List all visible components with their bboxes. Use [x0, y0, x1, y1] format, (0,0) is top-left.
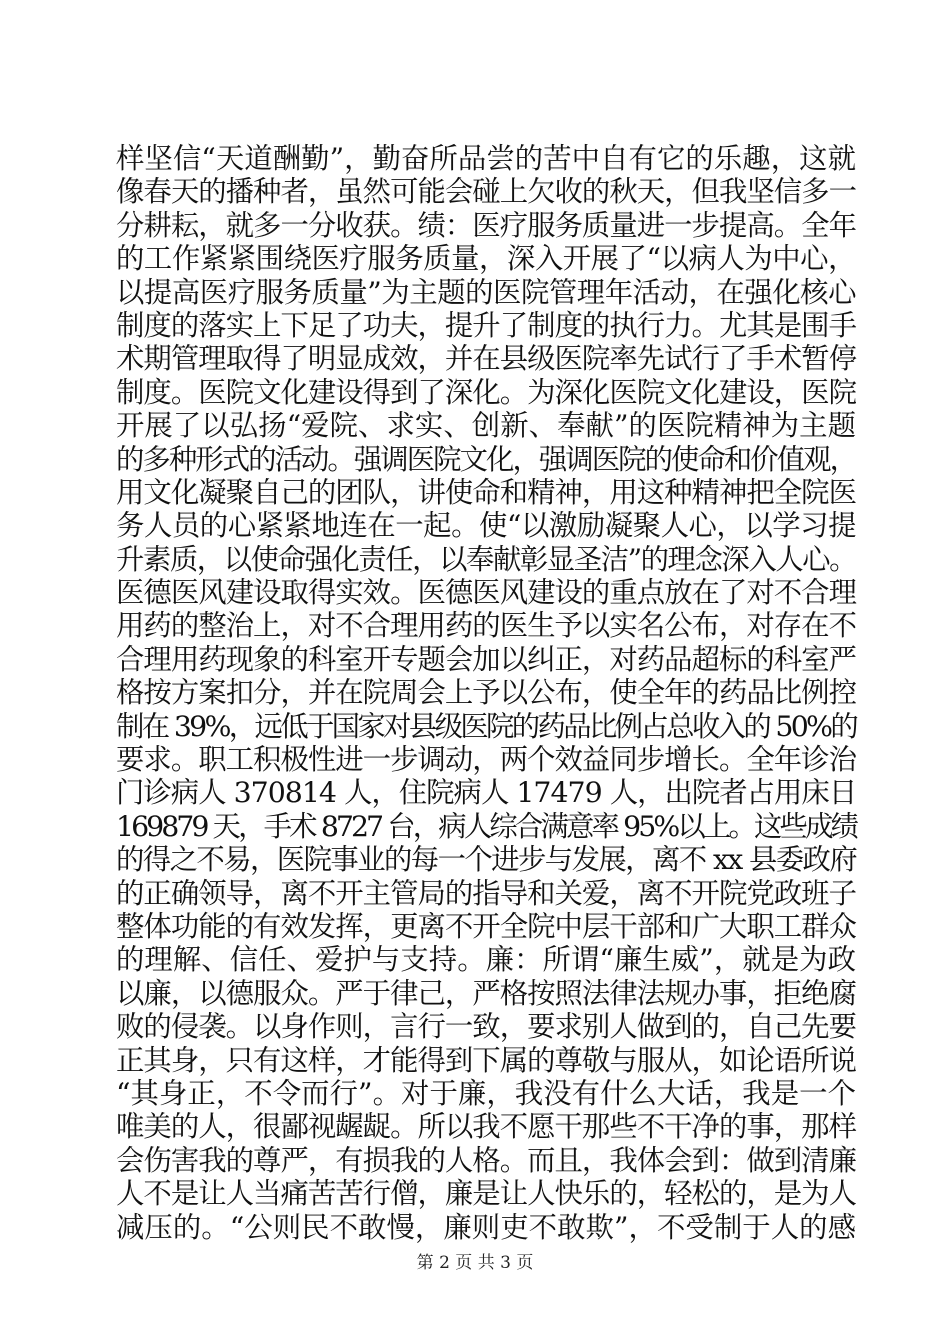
page-number-footer: 第 2 页 共 3 页	[416, 1253, 534, 1273]
text-line: 制度的落实上下足了功夫，提升了制度的执行力。尤其是围手	[116, 308, 856, 342]
text-line: 格按方案扣分，并在院周会上予以公布，使全年的药品比例控	[116, 676, 856, 710]
text-line: 的工作紧紧围绕医疗服务质量，深入开展了“以病人为中心，	[116, 242, 856, 276]
text-line: 以廉，以德服众。严于律己，严格按照法律法规办事，拒绝腐	[116, 976, 856, 1010]
text-line: 正其身，只有这样，才能得到下属的尊敬与服从，如论语所说	[116, 1043, 856, 1077]
text-line: 升素质，以使命强化责任，以奉献彰显圣洁”的理念深入人心。	[116, 542, 856, 576]
text-line: 制度。医院文化建设得到了深化。为深化医院文化建设，医院	[116, 375, 856, 409]
text-line: “其身正，不令而行”。对于廉，我没有什么大话，我是一个	[116, 1076, 856, 1110]
text-line: 的多种形式的活动。强调医院文化，强调医院的使命和价值观，	[116, 442, 856, 476]
text-line: 用文化凝聚自己的团队，讲使命和精神，用这种精神把全院医	[116, 475, 856, 509]
text-line: 门诊病人 370814 人，住院病人 17479 人，出院者占用床日	[116, 776, 857, 810]
text-line: 开展了以弘扬“爱院、求实、创新、奉献”的医院精神为主题	[116, 409, 856, 443]
text-line: 务人员的心紧紧地连在一起。使“以激励凝聚人心，以学习提	[116, 509, 856, 543]
text-line: 的理解、信任、爱护与支持。廉：所谓“廉生威”，就是为政	[116, 943, 856, 977]
text-line: 医德医风建设取得实效。医德医风建设的重点放在了对不合理	[116, 576, 856, 610]
text-line: 的得之不易，医院事业的每一个进步与发展，离不 xx 县委政府	[116, 843, 856, 877]
text-line: 会伤害我的尊严，有损我的人格。而且，我体会到：做到清廉	[116, 1143, 856, 1177]
text-line: 唯美的人，很鄙视龌龊。所以我不愿干那些不干净的事，那样	[116, 1110, 856, 1144]
text-line: 样坚信“天道酬勤”，勤奋所品尝的苦中自有它的乐趣，这就	[116, 142, 856, 175]
text-line: 的正确领导，离不开主管局的指导和关爱，离不开院党政班子	[116, 876, 856, 910]
body-text	[116, 142, 856, 1244]
text-line: 败的侵袭。以身作则，言行一致，要求别人做到的，自己先要	[116, 1010, 856, 1044]
text-line: 术期管理取得了明显成效，并在县级医院率先试行了手术暂停	[116, 342, 856, 376]
text-line: 合理用药现象的科室开专题会加以纠正，对药品超标的科室严	[116, 642, 856, 676]
text-line: 分耕耘，就多一分收获。绩：医疗服务质量进一步提高。全年	[116, 208, 856, 242]
text-line: 减压的。“公则民不敢慢，廉则吏不敢欺”，不受制于人的感	[116, 1210, 856, 1244]
text-line: 要求。职工积极性进一步调动，两个效益同步增长。全年诊治	[116, 743, 856, 777]
text-line: 用药的整治上，对不合理用药的医生予以实名公布，对存在不	[116, 609, 856, 643]
text-line: 以提高医疗服务质量”为主题的医院管理年活动，在强化核心	[116, 275, 856, 309]
text-line: 人不是让人当痛苦苦行僧，廉是让人快乐的，轻松的，是为人	[116, 1177, 856, 1211]
text-line: 像春天的播种者，虽然可能会碰上欠收的秋天，但我坚信多一	[116, 175, 856, 209]
text-line: 169879 天，手术 8727 台，病人综合满意率 95%以上。这些成绩	[116, 809, 856, 843]
text-line: 制在 39%，远低于国家对县级医院的药品比例占总收入的 50%的	[116, 709, 856, 743]
text-line: 整体功能的有效发挥，更离不开全院中层干部和广大职工群众	[116, 909, 856, 943]
